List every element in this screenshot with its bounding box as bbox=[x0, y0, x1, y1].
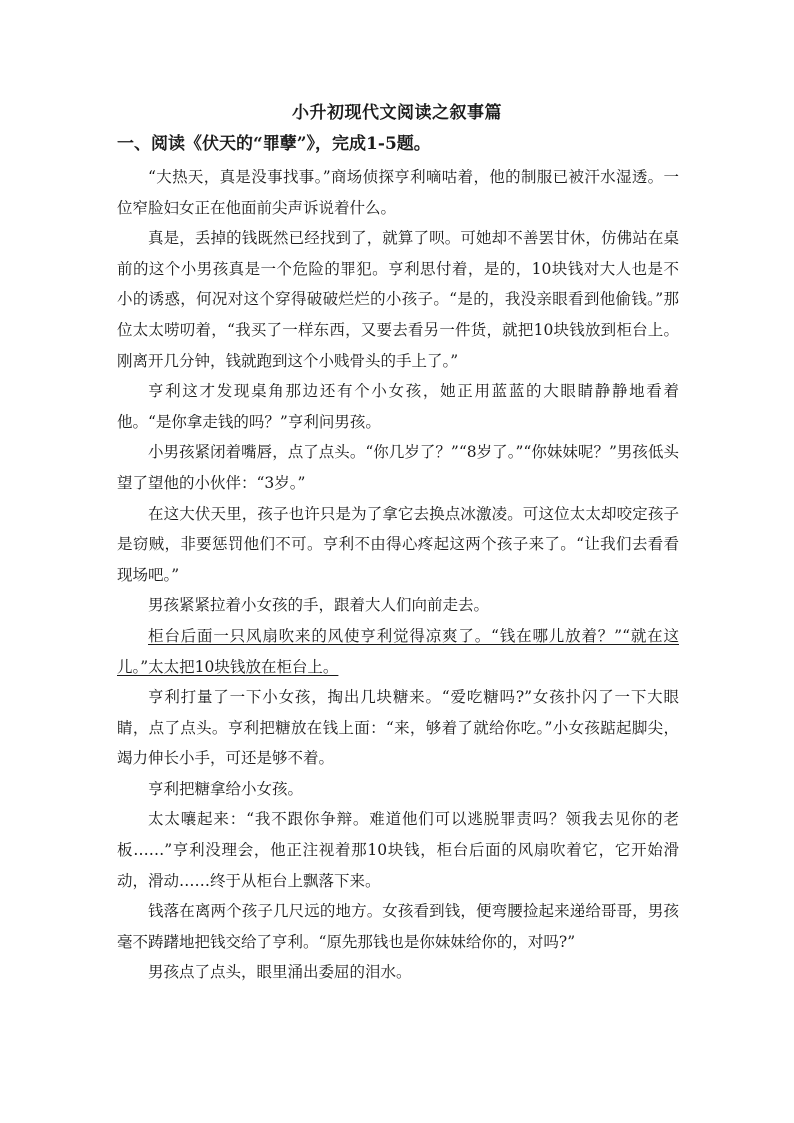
paragraph: “大热天，真是没事找事。”商场侦探亨利嘀咕着，他的制服已被汗水湿透。一位窄脸妇女正在他面前尖声诉说着什么。 bbox=[117, 168, 679, 217]
passage-body bbox=[117, 162, 679, 988]
paragraph: 钱落在离两个孩子几尺远的地方。女孩看到钱，便弯腰捡起来递给哥哥，男孩毫不踌躇地把钱交给了亨利。“原先那钱也是你妹妹给你的，对吗?” bbox=[117, 902, 679, 951]
paragraph: 亨利打量了一下小女孩，掏出几块糖来。“爱吃糖吗?”女孩扑闪了一下大眼睛，点了点头。亨利把糖放在钱上面：“来，够着了就给你吃。”小女孩踮起脚尖，竭力伸长小手，可还是够不着。 bbox=[117, 688, 679, 768]
underlined-paragraph: 柜台后面一只风扇吹来的风使亨利觉得凉爽了。“钱在哪儿放着？”“就在这儿。”太太把10块钱放在柜台上。 bbox=[117, 626, 679, 676]
paragraph: 小男孩紧闭着嘴唇，点了点头。“你几岁了？”“8岁了。”“你妹妹呢？”男孩低头望了望他的小伙伴：“3岁。” bbox=[117, 443, 679, 492]
page-title: 小升初现代文阅读之叙事篇 bbox=[292, 103, 502, 123]
paragraph: 真是，丢掉的钱既然已经找到了，就算了呗。可她却不善罢甘休，仿佛站在桌前的这个小男孩真是一个危险的罪犯。亨利思付着，是的，10块钱对大人也是不小的诱惑，何况对这个穿得破破烂烂的小孩子。“是的，我没亲眼看到他偷钱。”那位太太唠叨着，“我买了一样东西，又要去看另一件货，就把10块钱放到柜台上。刚离开几分钟，钱就跑到这个小贱骨头的手上了。” bbox=[117, 229, 679, 370]
paragraph: 太太嚷起来：“我不跟你争辩。难道他们可以逃脱罪责吗？领我去见你的老板……”亨利没理会，他正注视着那10块钱，柜台后面的风扇吹着它，它开始滑动，滑动……终于从柜台上飘落下来。 bbox=[117, 810, 679, 890]
paragraph: 亨利把糖拿给小女孩。 bbox=[148, 779, 304, 798]
paragraph: 在这大伏天里，孩子也许只是为了拿它去换点冰激凌。可这位太太却咬定孩子是窃贼，非要惩罚他们不可。亨利不由得心疼起这两个孩子来了。“让我们去看看现场吧。” bbox=[117, 504, 679, 584]
paragraph: 男孩点了点头，眼里涌出委屈的泪水。 bbox=[148, 963, 412, 982]
paragraph: 男孩紧紧拉着小女孩的手，跟着大人们向前走去。 bbox=[148, 596, 490, 615]
section-heading: 一、阅读《伏天的“罪孽”》，完成1-5题。 bbox=[117, 134, 431, 154]
paragraph: 亨利这才发现桌角那边还有个小女孩，她正用蓝蓝的大眼睛静静地看着他。“是你拿走钱的吗？”亨利问男孩。 bbox=[117, 382, 679, 431]
